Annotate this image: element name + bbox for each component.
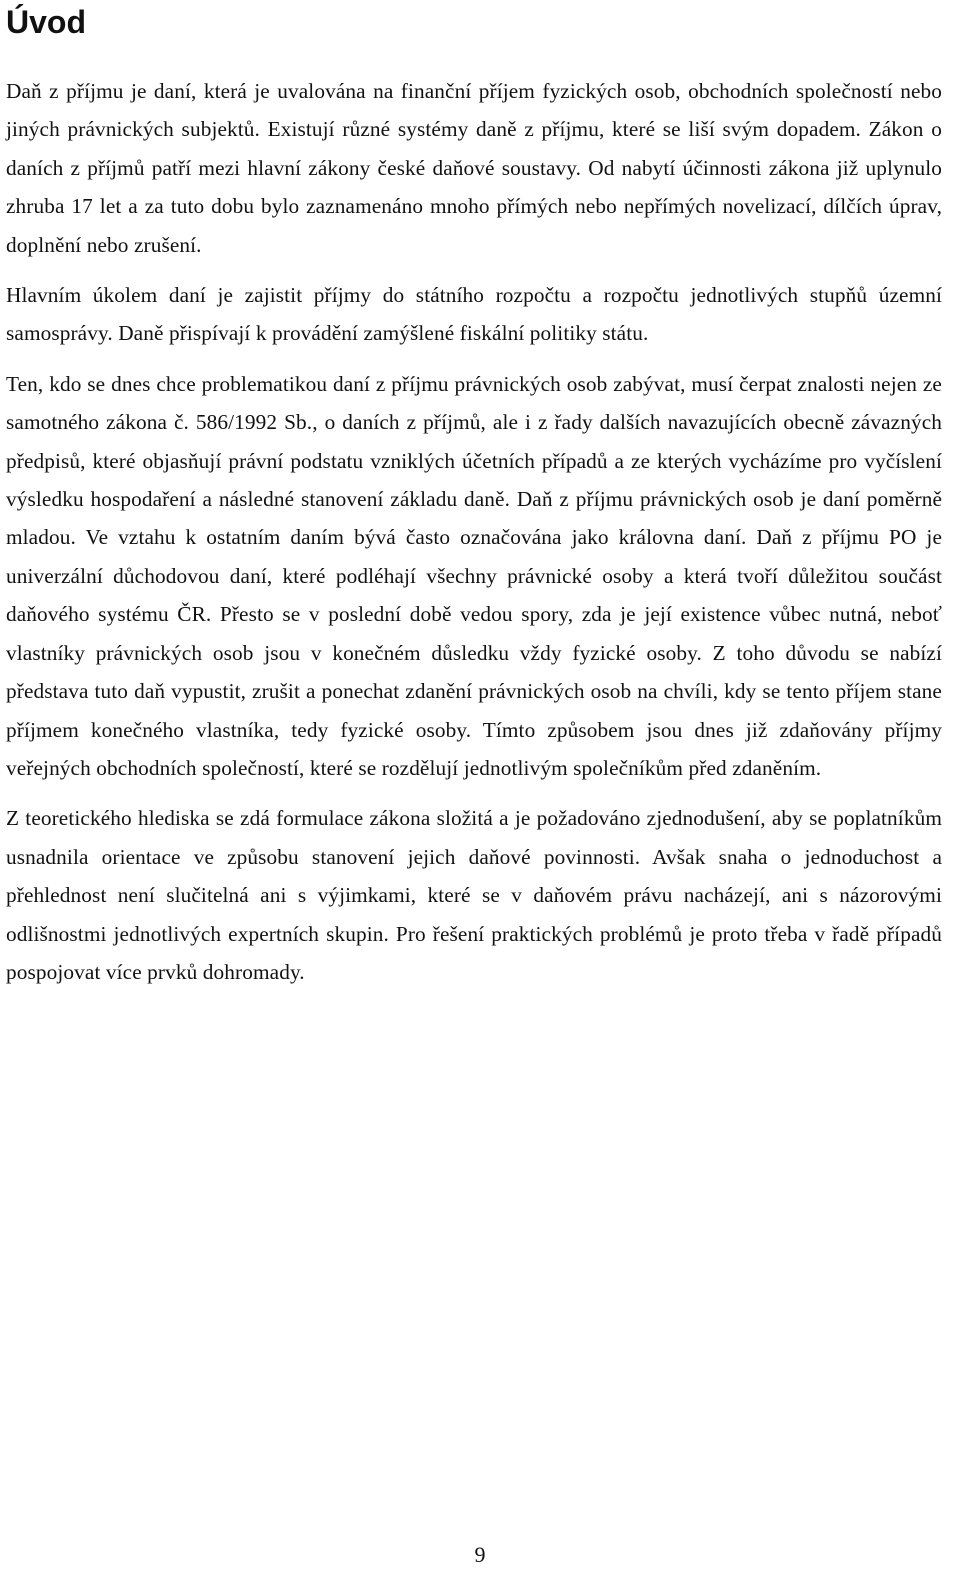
section-heading: Úvod [6, 4, 86, 40]
paragraph-4: Z teoretického hlediska se zdá formulace zákona složitá a je požadováno zjednodušení, aby se poplatníkům usnadnila orientace ve způsobu stanovení jejich daňové povinnosti. Avšak snaha o jednoduchost a přehlednost není slučitelná ani s výjimkami, které se v daňovém právu nacházejí, ani s názorovými odlišnostmi jednotlivých expertních skupin. Pro řešení praktických problémů je proto třeba v řadě případů pospojovat více prvků dohromady. [6, 806, 942, 984]
paragraph-1: Daň z příjmu je daní, která je uvalována na finanční příjem fyzických osob, obchodních společností nebo jiných právnických subjektů. Existují různé systémy daně z příjmu, které se liší svým dopadem. Zákon o daních z příjmů patří mezi hlavní zákony české daňové soustavy. Od nabytí účinnosti zákona již uplynulo zhruba 17 let a za tuto dobu bylo zaznamenáno mnoho přímých nebo nepřímých novelizací, dílčích úprav, doplnění nebo zrušení. [6, 79, 942, 257]
paragraph-2: Hlavním úkolem daní je zajistit příjmy do státního rozpočtu a rozpočtu jednotlivých stupňů územní samosprávy. Daně přispívají k provádění zamýšlené fiskální politiky státu. [6, 283, 942, 346]
page-number: 9 [474, 1542, 486, 1567]
paragraph-3: Ten, kdo se dnes chce problematikou daní z příjmu právnických osob zabývat, musí čerpat znalosti nejen ze samotného zákona č. 586/1992 Sb., o daních z příjmů, ale i z řady dalších navazujících obecně závazných předpisů, které objasňují právní podstatu vzniklých účetních případů a ze kterých vycházíme pro vyčíslení výsledku hospodaření a následné stanovení základu daně. Daň z příjmu právnických osob je daní poměrně mladou. Ve vztahu k ostatním daním bývá často označována jako královna daní. Daň z příjmu PO je univerzální důchodovou daní, které podléhají všechny právnické osoby a která tvoří důležitou součást daňového systému ČR. Přesto se v poslední době vedou spory, zda je její existence vůbec nutná, neboť vlastníky právnických osob jsou v konečném důsledku vždy fyzické osoby. Z toho důvodu se nabízí představa tuto daň vypustit, zrušit a ponechat zdanění právnických osob na chvíli, kdy se tento příjem stane příjmem konečného vlastníka, tedy fyzické osoby. Tímto způsobem jsou dnes již zdaňovány příjmy veřejných obchodních společností, které se rozdělují jednotlivým společníkům před zdaněním. [6, 371, 942, 780]
body-text [6, 72, 942, 1003]
